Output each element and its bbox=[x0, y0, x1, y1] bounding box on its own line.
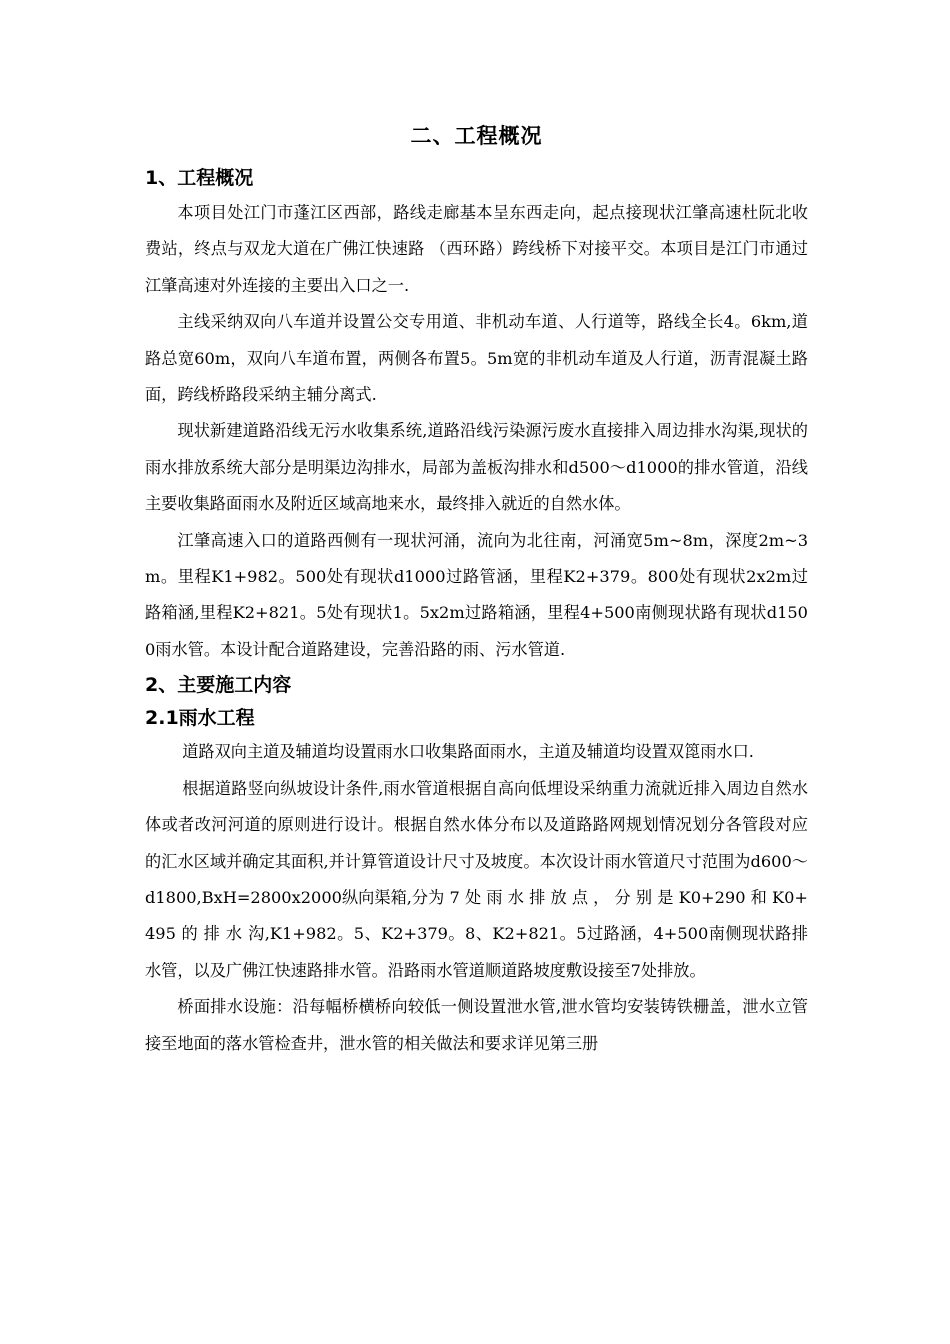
document-title: 二、工程概况 bbox=[410, 124, 543, 148]
section-1-paragraph-3: 现状新建道路沿线无污水收集系统,道路沿线污染源污废水直接排入周边排水沟渠,现状的雨水排放系统大部分是明渠边沟排水，局部为盖板沟排水和d500～d1000的排水管道，沿线主要收集路面雨水及附近区域高地来水，最终排入就近的自然水体。 bbox=[145, 421, 808, 514]
subsection-2-1-paragraph-2: 根据道路竖向纵坡设计条件,雨水管道根据自高向低埋设采纳重力流就近排入周边自然水体或者改河河道的原则进行设计。根据自然水体分布以及道路路网规划情况划分各管段对应的汇水区域并确定其面积,并计算管道设计尺寸及坡度。本次设计雨水管道尺寸范围为d600～d1800,BxH=2800x2000纵向渠箱,分为 7 处 雨 水 排 放 点 ， 分 别 是 K0+290 和 K0+495 的 排 水 沟,K1+982。5、K2+379。8、K2+821。5过路涵，4+500南侧现状路排水管，以及广佛江快速路排水管。沿路雨水管道顺道路坡度敷设接至7处排放。 bbox=[145, 778, 808, 980]
section-1-paragraph-2: 主线采纳双向八车道并设置公交专用道、非机动车道、人行道等，路线全长4。6km,道路总宽60m，双向八车道布置，两侧各布置5。5m宽的非机动车道及人行道，沥青混凝土路面，跨线桥路段采纳主辅分离式. bbox=[145, 312, 808, 405]
section-1-paragraph-1: 本项目处江门市蓬江区西部，路线走廊基本呈东西走向，起点接现状江肇高速杜阮北收费站，终点与双龙大道在广佛江快速路 （西环路）跨线桥下对接平交。本项目是江门市通过江肇高速对外连接的主要出入口之一. bbox=[145, 203, 808, 295]
subsection-2-1-paragraph-1: 道路双向主道及辅道均设置雨水口收集路面雨水，主道及辅道均设置双箆雨水口. bbox=[182, 742, 754, 762]
section-2-heading: 2、主要施工内容 bbox=[145, 674, 292, 697]
document-page bbox=[145, 118, 808, 1062]
subsection-2-1-paragraph-3: 桥面排水设施：沿每幅桥横桥向较低一侧设置泄水管,泄水管均安装铸铁栅盖，泄水立管接至地面的落水管检查井，泄水管的相关做法和要求详见第三册 bbox=[145, 997, 808, 1053]
section-1-paragraph-4: 江肇高速入口的道路西侧有一现状河涌，流向为北往南，河涌宽5m~8m，深度2m~3m。里程K1+982。500处有现状d1000过路管涵，里程K2+379。800处有现状2x2m过路箱涵,里程K2+821。5处有现状1。5x2m过路箱涵，里程4+500南侧现状路有现状d1500雨水管。本设计配合道路建设，完善沿路的雨、污水管道. bbox=[145, 530, 808, 659]
section-1-heading: 1、工程概况 bbox=[145, 167, 254, 189]
subsection-2-1-heading: 2.1雨水工程 bbox=[145, 707, 255, 730]
